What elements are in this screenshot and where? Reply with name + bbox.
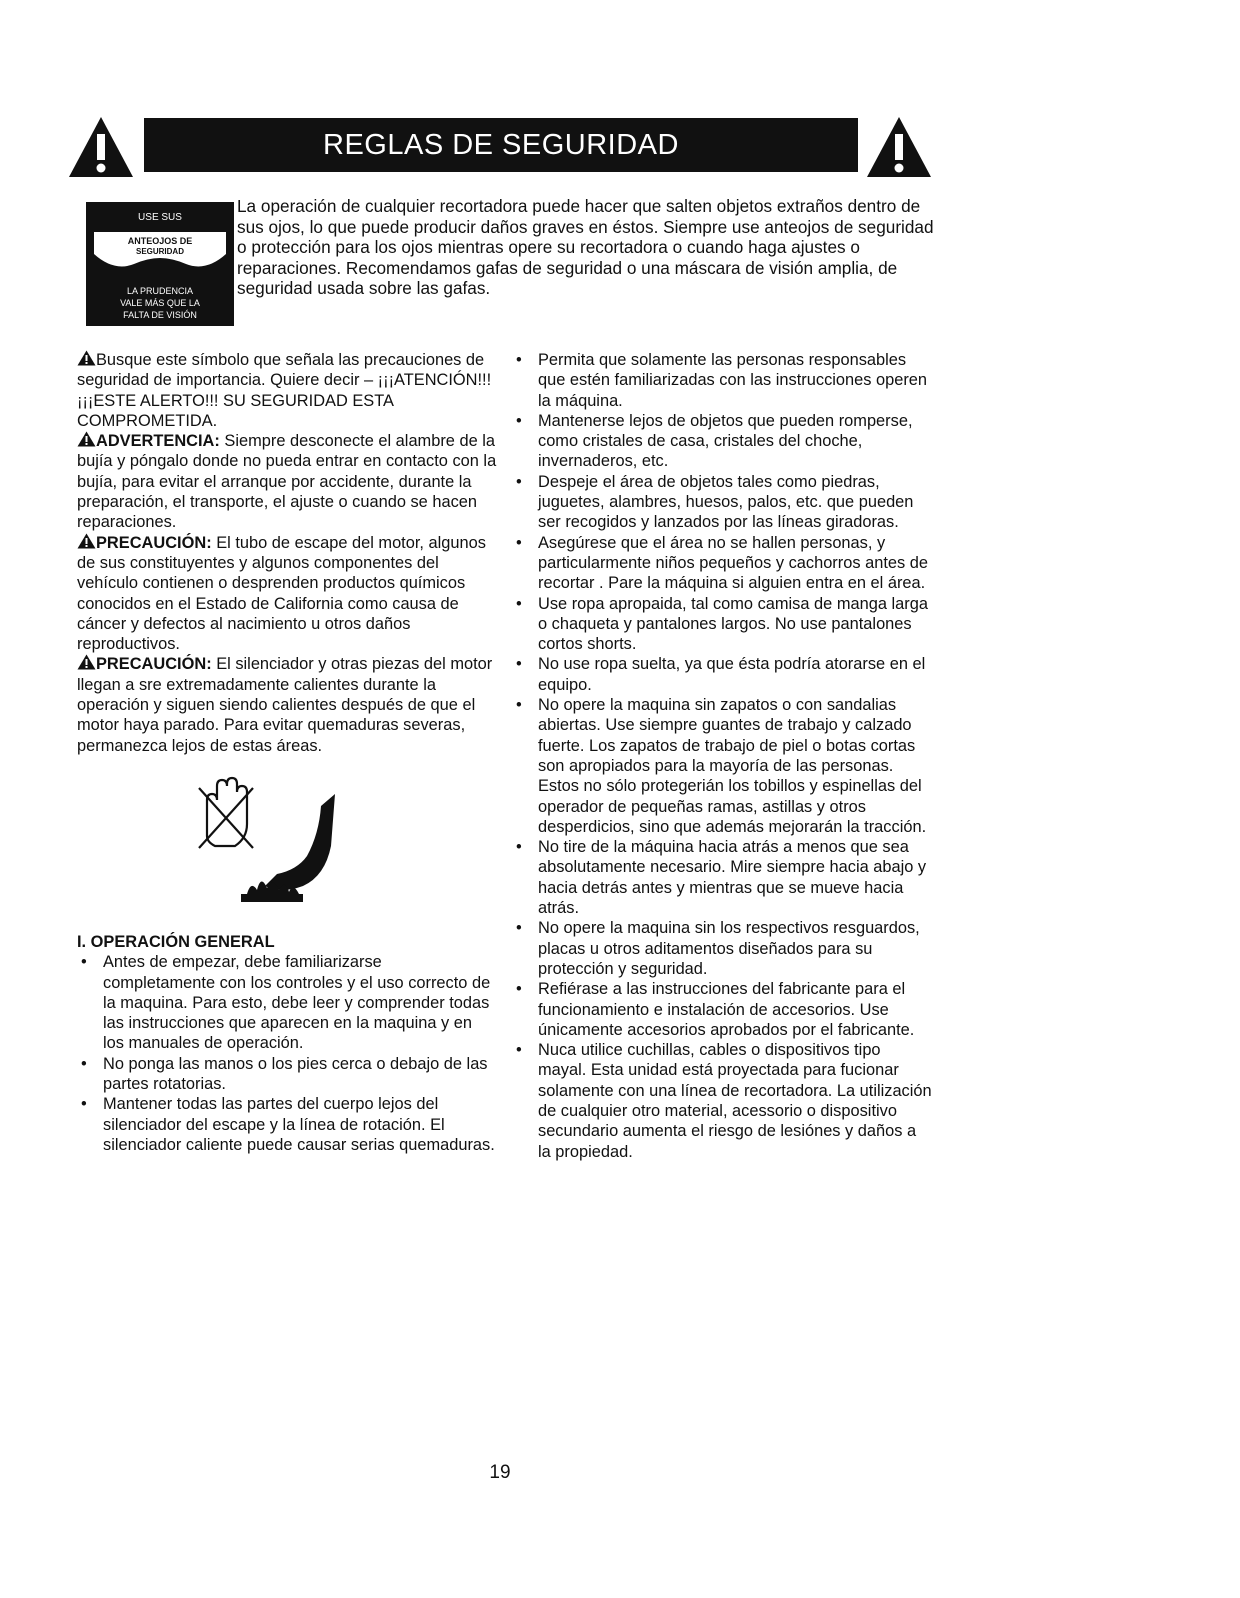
badge-line-6: FALTA DE VISIÓN <box>123 310 197 320</box>
list-item: • Mantenerse lejos de objetos que pueden romperse, como cristales de casa, cristales del choche, invernaderos, etc. <box>512 411 932 472</box>
precaucion-1-paragraph <box>77 533 497 655</box>
list-item: • No tire de la máquina hacia atrás a menos que sea absolutamente necesario. Mire siempre hacia abajo y hacia detrás antes y mientras que se mueve hacia atrás. <box>512 837 932 918</box>
badge-line-3: SEGURIDAD <box>135 247 185 256</box>
left-bullet-list <box>77 952 497 1155</box>
list-item: • Use ropa apropaida, tal como camisa de manga larga o chaqueta y pantalones largos. No use pantalones cortos shorts. <box>512 594 932 655</box>
right-bullet-list <box>512 350 932 1162</box>
list-item: • No ponga las manos o los pies cerca o debajo de las partes rotatorias. <box>77 1054 497 1095</box>
warning-triangle-icon <box>66 114 136 180</box>
advertencia-text: Siempre desconecte el alambre de la bujía y póngalo donde no pueda entrar en contacto con la bujía, para evitar el arranque por accidente, durante la preparación, el transporte, el ajuste o cuando se hacen reparaciones. <box>77 432 497 532</box>
warning-triangle-icon <box>77 431 96 447</box>
precaucion-2-label: PRECAUCIÓN: <box>96 655 212 674</box>
badge-line-4: LA PRUDENCIA <box>126 286 194 296</box>
page-title: REGLAS DE SEGURIDAD <box>144 118 858 172</box>
warning-triangle-icon <box>77 533 96 549</box>
precaucion-1-label: PRECAUCIÓN: <box>96 533 212 552</box>
advertencia-label: ADVERTENCIA: <box>96 432 220 451</box>
list-item: • Antes de empezar, debe familiarizarse completamente con los controles y el uso correcto de la maquina. Para esto, debe leer y comprender todas las instrucciones que aparecen en la maquina y en los manuales de operación. <box>77 952 497 1053</box>
section-title: I. OPERACIÓN GENERAL <box>77 932 275 951</box>
precaucion-2-text: El silenciador y otras piezas del motor llegan a sre extremadamente calientes durante la operación y siguen siendo calientes después de que el motor haya parado. Para evitar quemaduras severas, permanezca lejos de estas áreas. <box>77 655 493 755</box>
symbol-paragraph <box>77 350 497 431</box>
intro-block <box>237 196 937 299</box>
badge-line-1: USE SUS <box>138 212 182 223</box>
badge-line-2: ANTEOJOS DE <box>127 236 193 246</box>
list-item: • Asegúrese que el área no se hallen personas, y particularmente niños pequeños y cachorros antes de recortar . Pare la máquina si alguien entra en el área. <box>512 533 932 594</box>
warning-triangle-icon <box>77 654 96 670</box>
hot-surface-warning-icon <box>185 766 365 916</box>
header-banner-row <box>66 114 936 180</box>
precaucion-2-paragraph <box>77 654 497 755</box>
list-item: • Refiérase a las instrucciones del fabricante para el funcionamiento e instalación de accesorios. Use únicamente accesorios aprobados por el fabricante. <box>512 979 932 1040</box>
list-item: • Permita que solamente las personas responsables que estén familiarizadas con las instrucciones operen la máquina. <box>512 350 932 411</box>
intro-paragraph: La operación de cualquier recortadora puede hacer que salten objetos extraños dentro de sus ojos, lo que puede producir daños graves en éstos. Siempre use anteojos de seguridad o protección para los ojos mientras opere su recortadora o cuando haga ajustes o reparaciones. Recomendamos gafas de seguridad o una máscara de visión amplia, de seguridad usada sobre las gafas. <box>237 196 934 298</box>
list-item: • No opere la maquina sin los respectivos resguardos, placas u otros aditamentos diseñados para su protección y seguridad. <box>512 918 932 979</box>
list-item: • No use ropa suelta, ya que ésta podría atorarse en el equipo. <box>512 654 932 695</box>
right-column <box>512 350 932 1162</box>
list-item: • No opere la maquina sin zapatos o con sandalias abiertas. Use siempre guantes de trabajo y calzado fuerte. Los zapatos de trabajo de piel o botas cortas son apropiados para la mayoría de las personas. Estos no sólo protegerián los tobillos y espinellas del operador de pequeñas ramas, astillas y otros desperdicios, sino que además mejorarán la tracción. <box>512 695 932 837</box>
hot-surface-figure <box>77 756 497 932</box>
advertencia-paragraph <box>77 431 497 532</box>
warning-triangle-icon <box>864 114 934 180</box>
precaucion-1-text: El tubo de escape del motor, algunos de sus constituyentes y algunos componentes del vehículo contienen o desprenden productos químicos conocidos en el Estado de California como causa de cáncer y defectos al nacimiento u otros daños reproductivos. <box>77 533 486 654</box>
list-item: • Mantener todas las partes del cuerpo lejos del silenciador del escape y la línea de rotación. El silenciador caliente puede causar serias quemaduras. <box>77 1094 497 1155</box>
safety-glasses-badge-icon <box>86 202 234 326</box>
list-item: • Despeje el área de objetos tales como piedras, juguetes, alambres, huesos, palos, etc. que pueden ser recogidos y lanzados por las líneas giradoras. <box>512 472 932 533</box>
page-number: 19 <box>489 1462 511 1483</box>
symbol-text: Busque este símbolo que señala las precauciones de seguridad de importancia. Quiere decir – ¡¡¡ATENCIÓN!!!¡¡¡ESTE ALERTO!!! SU SEGURIDAD ESTA COMPROMETIDA. <box>77 351 492 430</box>
list-item: • Nuca utilice cuchillas, cables o dispositivos tipo mayal. Esta unidad está proyectada para fucionar solamente con una línea de recortadora. La utilización de cualquier otro material, acessorio o dispositivo secundario aumenta el riesgo de lesiónes y daños a la propiedad. <box>512 1040 932 1162</box>
warning-triangle-icon <box>77 350 96 366</box>
left-column <box>77 350 497 1155</box>
badge-line-5: VALE MÁS QUE LA <box>120 298 200 308</box>
